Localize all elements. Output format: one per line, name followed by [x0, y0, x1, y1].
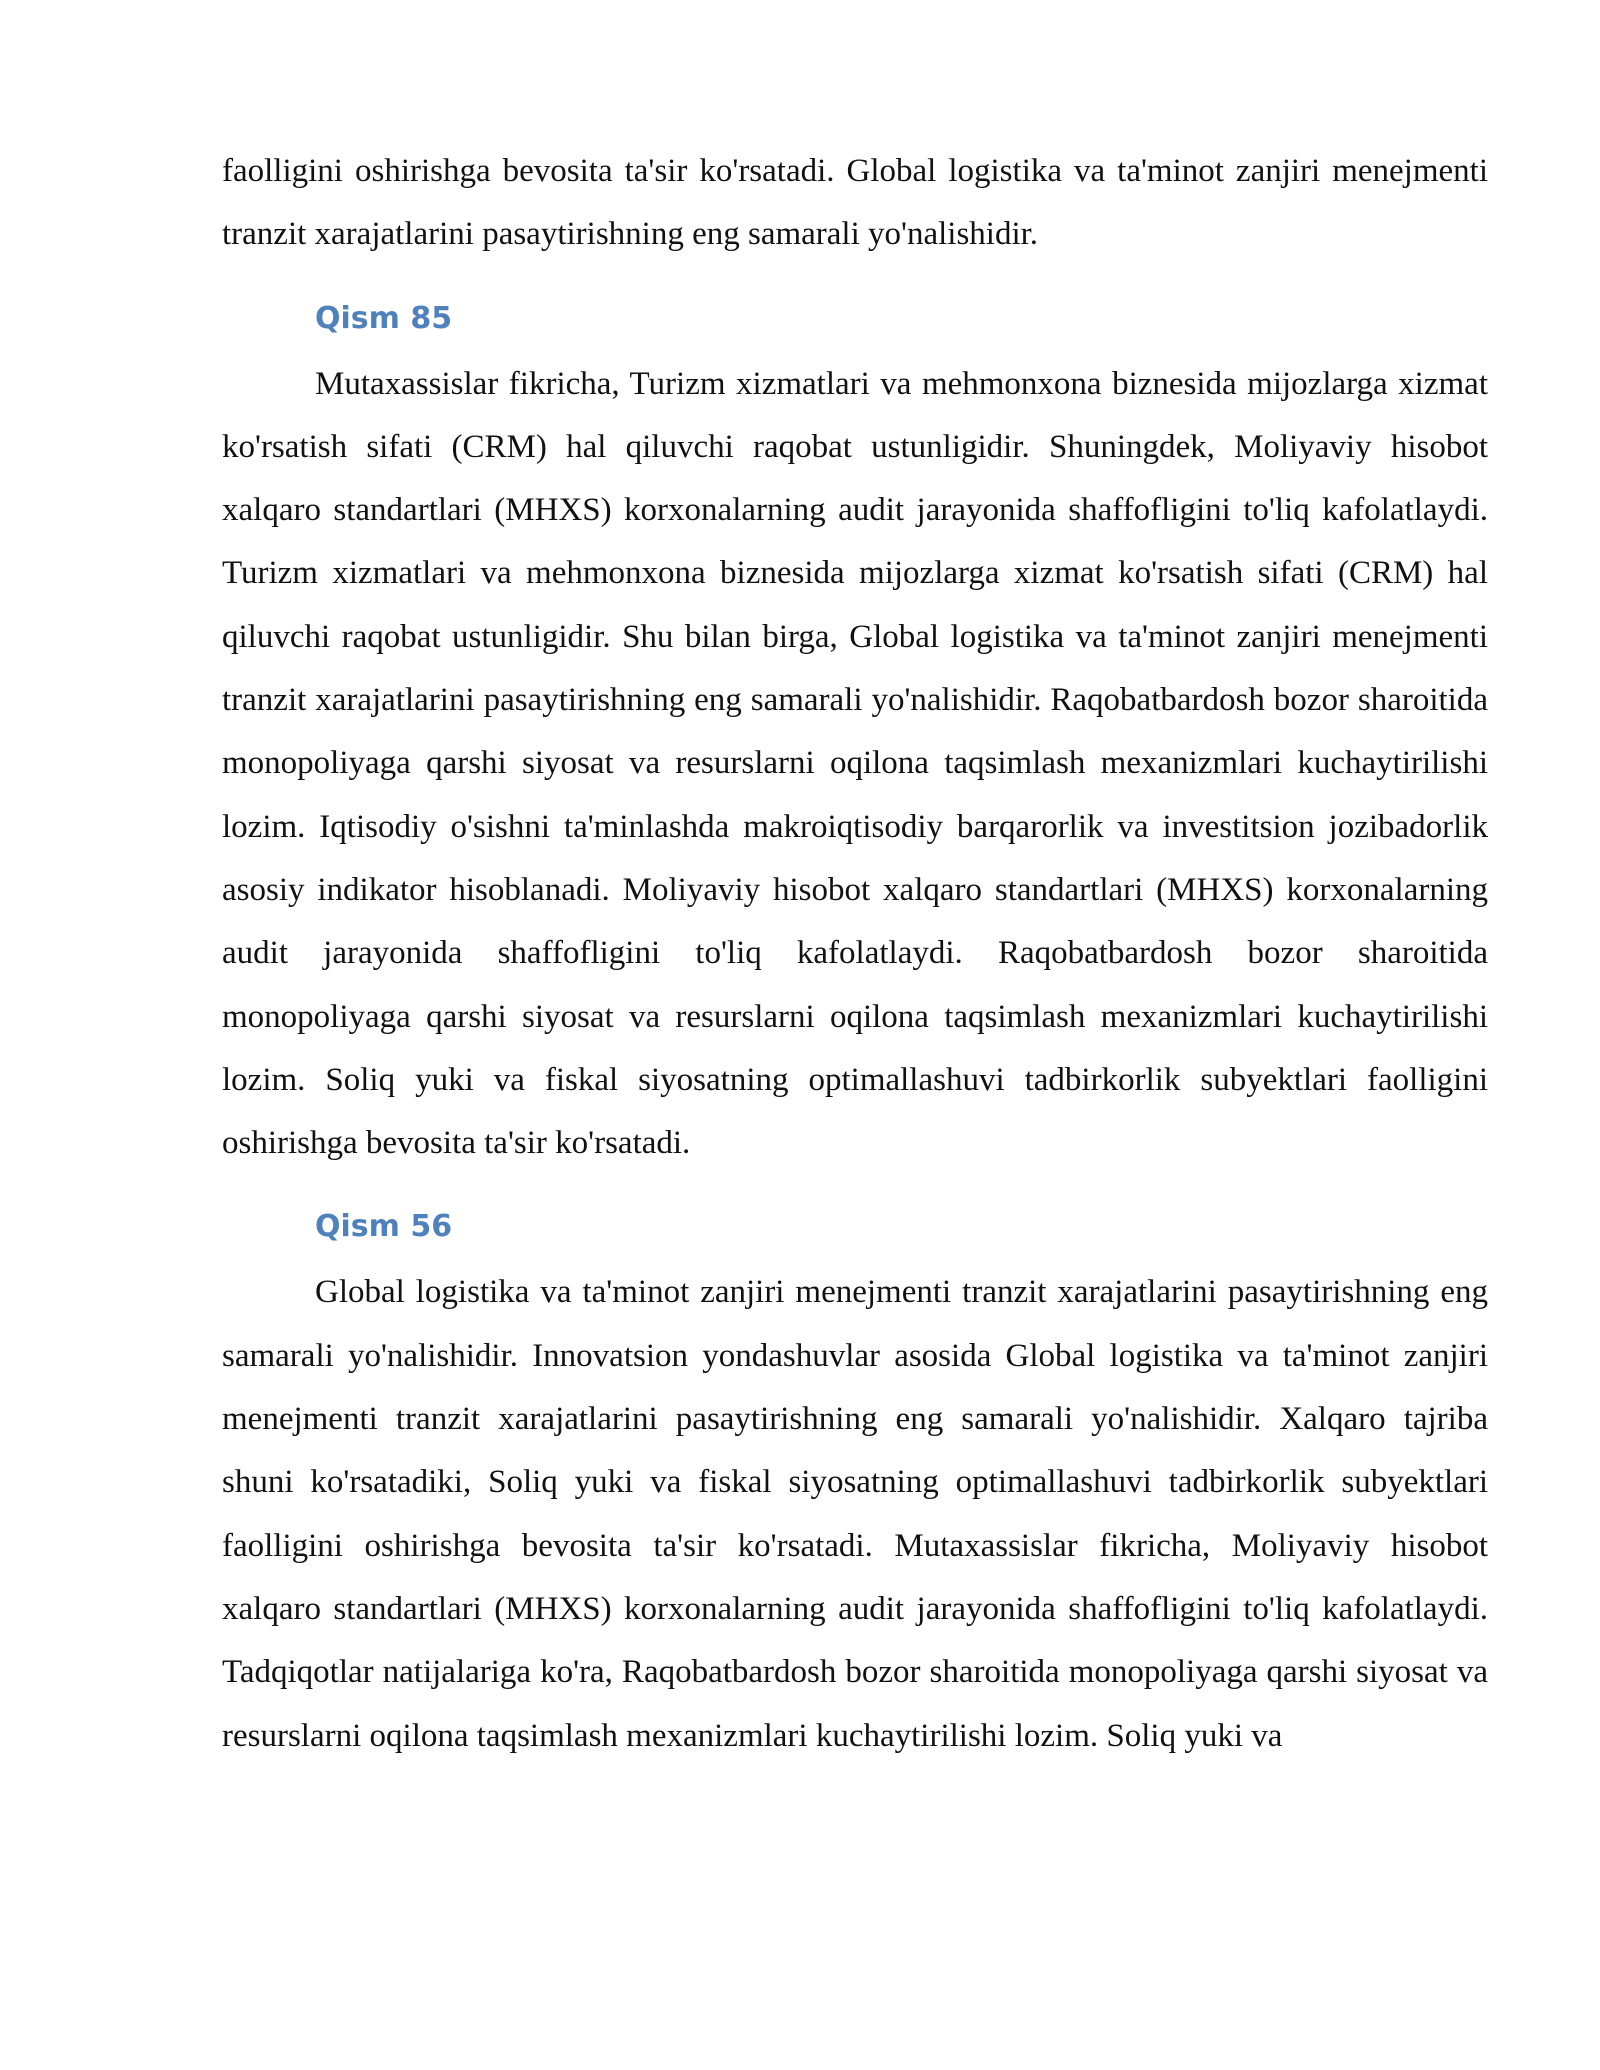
section-heading-qism-85: Qism 85 — [315, 300, 453, 336]
spacer — [222, 1175, 1488, 1207]
section-body-qism-85: Mutaxassislar fikricha, Turizm xizmatlari va mehmonxona biznesida mijozlarga xizmat ko'rsatish sifati (CRM) hal qiluvchi raqobat ustunligidir. Shuningdek, Moliyaviy hisobot xalqaro standartlari (MHXS) korxonalarning audit jarayonida shaffofligini to'liq kafolatlaydi. Turizm xizmatlari va mehmonxona biznesida mijozlarga xizmat ko'rsatish sifati (CRM) hal qiluvchi raqobat ustunligidir. Shu bilan birga, Global logistika va ta'minot zanjiri menejmenti tranzit xarajatlarini pasaytirishning eng samarali yo'nalishidir. Raqobatbardosh bozor sharoitida monopoliyaga qarshi siyosat va resurslarni oqilona taqsimlash mexanizmlari kuchaytirilishi lozim. Iqtisodiy o'sishni ta'minlashda makroiqtisodiy barqarorlik va investitsion jozibadorlik asosiy indikator hisoblanadi. Moliyaviy hisobot xalqaro standartlari (MHXS) korxonalarning audit jarayonida shaffofligini to'liq kafolatlaydi. Raqobatbardosh bozor sharoitida monopoliyaga qarshi siyosat va resurslarni oqilona taqsimlash mexanizmlari kuchaytirilishi lozim. Soliq yuki va fiskal siyosatning optimallashuvi tadbirkorlik subyektlari faolligini oshirishga bevosita ta'sir ko'rsatadi. — [222, 365, 1488, 1162]
section-body-qism-56: Global logistika va ta'minot zanjiri menejmenti tranzit xarajatlarini pasaytirishning eng samarali yo'nalishidir. Innovatsion yondashuvlar asosida Global logistika va ta'minot zanjiri menejmenti tranzit xarajatlarini pasaytirishning eng samarali yo'nalishidir. Xalqaro tajriba shuni ko'rsatadiki, Soliq yuki va fiskal siyosatning optimallashuvi tadbirkorlik subyektlari faolligini oshirishga bevosita ta'sir ko'rsatadi. Mutaxassislar fikricha, Moliyaviy hisobot xalqaro standartlari (MHXS) korxonalarning audit jarayonida shaffofligini to'liq kafolatlaydi. Tadqiqotlar natijalariga ko'ra, Raqobatbardosh bozor sharoitida monopoliyaga qarshi siyosat va resurslarni oqilona taqsimlash mexanizmlari kuchaytirilishi lozim. Soliq yuki va — [222, 1274, 1488, 1754]
continuation-paragraph: faolligini oshirishga bevosita ta'sir ko'rsatadi. Global logistika va ta'minot zanjiri menejmenti tranzit xarajatlarini pasaytirishning eng samarali yo'nalishidir. — [222, 153, 1488, 253]
section-heading-qism-56: Qism 56 — [315, 1209, 453, 1245]
document-page — [222, 140, 1488, 1768]
spacer — [222, 1247, 1488, 1261]
spacer — [222, 339, 1488, 353]
spacer — [222, 267, 1488, 299]
